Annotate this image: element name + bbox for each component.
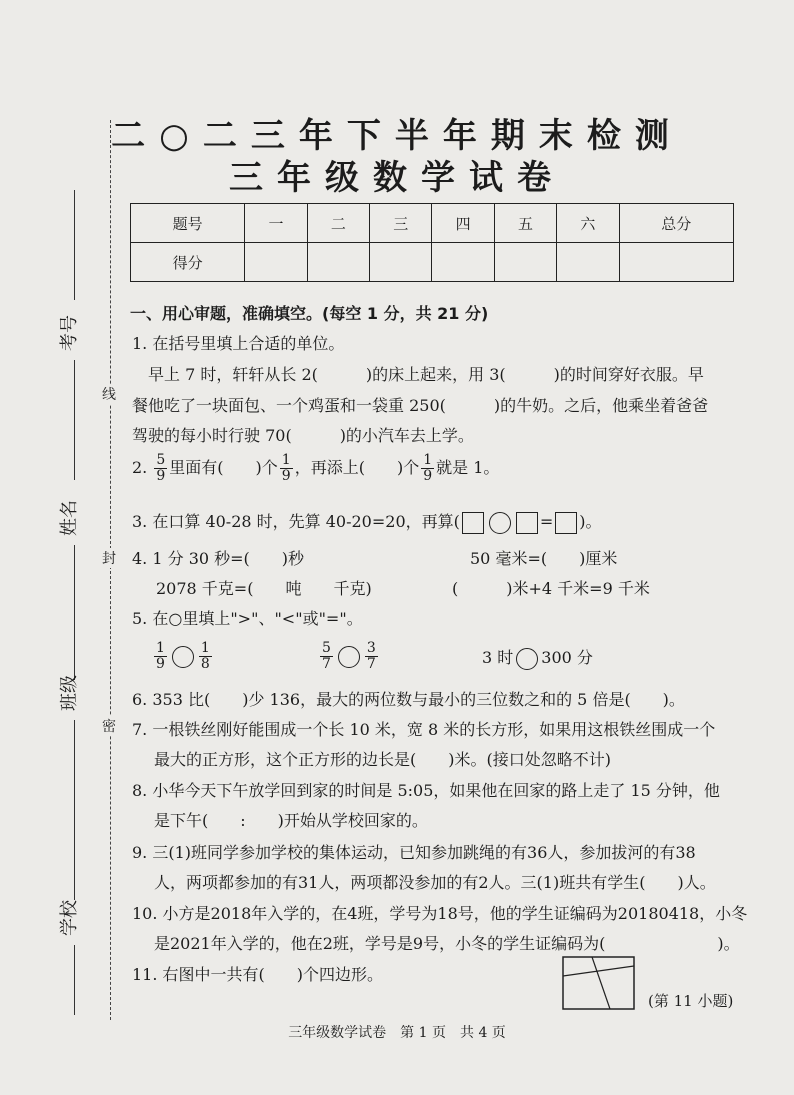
- compare-circle[interactable]: [338, 646, 360, 668]
- score-cell[interactable]: [494, 243, 556, 282]
- score-table: [130, 203, 734, 282]
- exam-number-line: [74, 190, 75, 300]
- q2-fraction-3: $\frac{1}{9}$: [423, 452, 433, 484]
- q8-line2: 是下午( : )开始从学校回家的。: [154, 811, 428, 830]
- q2-text-1: 里面有( )个: [169, 458, 278, 477]
- header-cell: 二: [307, 204, 369, 243]
- q2-number: 2.: [132, 458, 148, 477]
- q5-c-left: 3 时: [482, 648, 514, 667]
- q5-b-right-fraction: $\frac{3}{7}$: [366, 640, 376, 672]
- q1-intro: 1. 在括号里填上合适的单位。: [132, 334, 345, 353]
- cut-word-seal: 封: [102, 548, 116, 568]
- answer-box[interactable]: [555, 512, 577, 534]
- title-line1: 二○二三年下半年期末检测: [111, 116, 683, 156]
- score-table-header-row: [131, 204, 734, 243]
- section1-heading: 一、用心审题，准确填空。(每空 1 分，共 21 分): [130, 304, 489, 323]
- header-cell: 五: [494, 204, 556, 243]
- side-label-school: 学校: [59, 900, 80, 936]
- cut-line: [110, 120, 111, 1020]
- q9-line2: 人，两项都参加的有31人，两项都没参加的有2人。三(1)班共有学生( )人。: [154, 873, 716, 892]
- q4-b: 50 毫米=( )厘米: [470, 549, 618, 568]
- q3: [132, 509, 602, 534]
- score-cell[interactable]: [432, 243, 494, 282]
- q5-item-c: [482, 645, 593, 670]
- compare-circle[interactable]: [516, 648, 538, 670]
- cut-word-secret: 密: [102, 716, 116, 736]
- q4-d: ( )米+4 千米=9 千米: [452, 579, 650, 598]
- score-cell[interactable]: [619, 243, 733, 282]
- q3-equals: =: [539, 512, 554, 531]
- q7-line2: 最大的正方形，这个正方形的边长是( )米。(接口处忽略不计): [154, 750, 611, 769]
- title-line2: 三年级数学试卷: [229, 158, 565, 198]
- header-cell: 一: [245, 204, 307, 243]
- header-cell: 总分: [619, 204, 733, 243]
- page-footer: 三年级数学试卷 第 1 页 共 4 页: [288, 1025, 506, 1041]
- q2-fraction-2: $\frac{1}{9}$: [281, 452, 291, 484]
- q5-c-right: 300 分: [541, 648, 593, 667]
- q5-a-right-fraction: $\frac{1}{8}$: [200, 640, 210, 672]
- score-cell[interactable]: [370, 243, 432, 282]
- q11-caption: (第 11 小题): [648, 992, 734, 1010]
- answer-box[interactable]: [462, 512, 484, 534]
- q4-a: 4. 1 分 30 秒=( )秒: [132, 549, 305, 568]
- q10-line2: 是2021年入学的，他在2班，学号是9号，小冬的学生证编码为( )。: [154, 934, 740, 953]
- q1-line3: 驾驶的每小时行驶 70( )的小汽车去上学。: [132, 426, 474, 445]
- compare-circle[interactable]: [172, 646, 194, 668]
- class-line: [74, 720, 75, 900]
- answer-box[interactable]: [516, 512, 538, 534]
- header-cell: 四: [432, 204, 494, 243]
- q2-text-2: ，再添上( )个: [294, 458, 420, 477]
- score-table-score-row: [131, 243, 734, 282]
- header-cell: 题号: [131, 204, 245, 243]
- q5-item-a: [152, 641, 214, 672]
- q9-line1: 9. 三(1)班同学参加学校的集体运动，已知参加跳绳的有36人，参加拔河的有38: [132, 843, 696, 862]
- q11-text: 11. 右图中一共有( )个四边形。: [132, 965, 384, 984]
- q1-line1: 早上 7 时，轩轩从长 2( )的床上起来，用 3( )的时间穿好衣服。早: [148, 365, 704, 384]
- score-cell[interactable]: [307, 243, 369, 282]
- school-line: [74, 945, 75, 1015]
- q6: 6. 353 比( )少 136，最大的两位数与最小的三位数之和的 5 倍是( )。: [132, 690, 685, 709]
- q5-text: 5. 在○里填上">"、"<"或"="。: [132, 609, 363, 628]
- side-label-exam-number: 考号: [59, 315, 80, 351]
- score-cell[interactable]: [557, 243, 619, 282]
- side-label-class: 班级: [59, 675, 80, 711]
- q2: [132, 453, 499, 484]
- name-line: [74, 545, 75, 680]
- q10-line1: 10. 小方是2018年入学的，在4班，学号为18号，他的学生证编码为20180418，小冬: [132, 904, 748, 923]
- q2-fraction-1: $\frac{5}{9}$: [156, 452, 166, 484]
- q4-c: 2078 千克=( 吨 千克): [156, 579, 372, 598]
- q5-a-left-fraction: $\frac{1}{9}$: [156, 640, 165, 672]
- header-cell: 三: [370, 204, 432, 243]
- q5-item-b: [318, 641, 380, 672]
- q1-line2: 餐他吃了一块面包、一个鸡蛋和一袋重 250( )的牛奶。之后，他乘坐着爸爸: [132, 396, 709, 415]
- q2-text-3: 就是 1。: [436, 458, 500, 477]
- q3-text: 3. 在口算 40-28 时，先算 40-20=20，再算(: [132, 512, 460, 531]
- operator-circle[interactable]: [489, 512, 511, 534]
- header-cell: 六: [557, 204, 619, 243]
- score-row-label: 得分: [131, 243, 245, 282]
- q3-end: )。: [579, 512, 602, 531]
- q8-line1: 8. 小华今天下午放学回到家的时间是 5:05，如果他在回家的路上走了 15 分钟，他: [132, 781, 720, 800]
- q5-b-left-fraction: $\frac{5}{7}$: [322, 640, 331, 672]
- q11-figure: [562, 956, 636, 1012]
- q7-line1: 7. 一根铁丝刚好能围成一个长 10 米，宽 8 米的长方形，如果用这根铁丝围成一个: [132, 720, 716, 739]
- cut-word-line: 线: [102, 384, 116, 404]
- exam-number-line-2: [74, 360, 75, 480]
- score-cell[interactable]: [245, 243, 307, 282]
- side-label-name: 姓名: [59, 500, 80, 536]
